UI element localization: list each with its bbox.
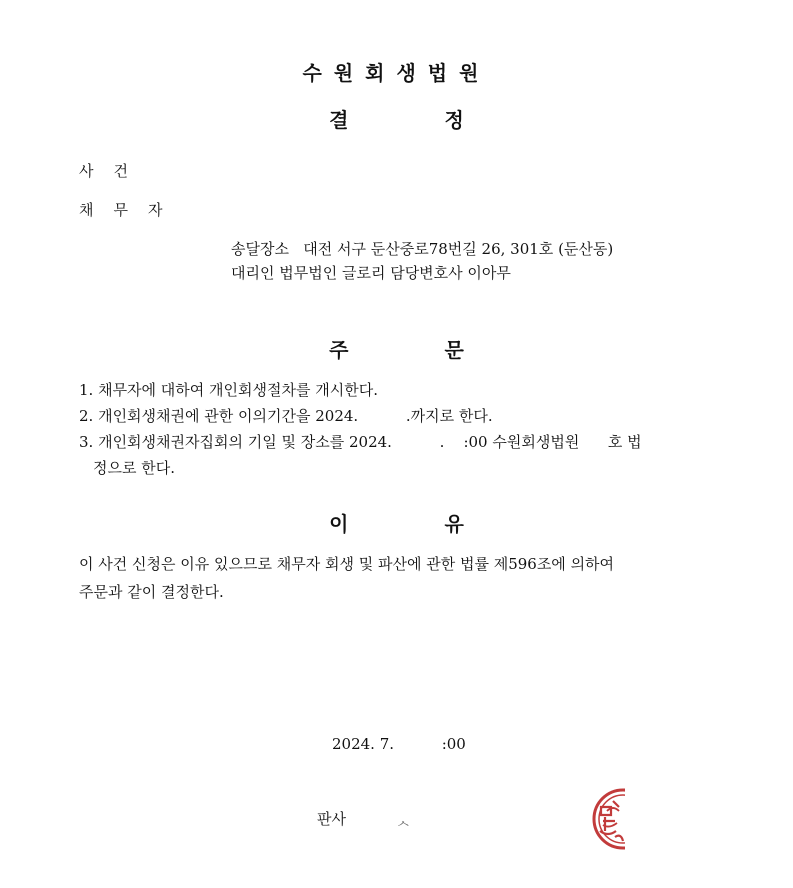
judge-name-mark: ᆺ — [396, 810, 411, 828]
order-heading-left: 주 — [329, 338, 349, 362]
order-heading — [0, 334, 793, 363]
seal-icon — [591, 787, 625, 851]
order-item-1: 1. 채무자에 대하여 개인회생절차를 개시한다. — [79, 381, 378, 399]
case-label: 사건 — [79, 162, 148, 180]
judge-seal-stamp — [591, 787, 625, 851]
agent-info: 대리인 법무법인 글로리 담당변호사 이아무 — [231, 264, 511, 282]
reason-text — [79, 550, 719, 606]
order-item-3: 3. 개인회생채권자집회의 기일 및 장소를 2024. . :00 수원회생법원 호 법 — [79, 433, 642, 451]
order-list — [79, 377, 719, 481]
court-name: 수원회생법원 — [302, 61, 491, 85]
order-item-2: 2. 개인회생채권에 관한 이의기간을 2024. .까지로 한다. — [79, 407, 493, 425]
document-title-right: 정 — [444, 108, 464, 132]
document-title — [0, 104, 793, 133]
reason-line-1: 이 사건 신청은 이유 있으므로 채무자 회생 및 파산에 관한 법률 제596조에 의하여 — [79, 555, 615, 573]
document-title-left: 결 — [329, 108, 349, 132]
order-heading-right: 문 — [444, 338, 464, 362]
reason-heading-left: 이 — [329, 512, 349, 536]
debtor-label: 채무자 — [79, 201, 183, 219]
decision-date: 2024. 7. :00 — [332, 735, 466, 753]
order-item-3-continued: 정으로 한다. — [93, 459, 175, 477]
reason-heading — [0, 508, 793, 537]
service-address: 송달장소 대전 서구 둔산중로78번길 26, 301호 (둔산동) — [231, 240, 614, 258]
reason-line-2: 주문과 같이 결정한다. — [79, 583, 224, 601]
judge-label: 판사 — [317, 810, 346, 828]
reason-heading-right: 유 — [444, 512, 464, 536]
